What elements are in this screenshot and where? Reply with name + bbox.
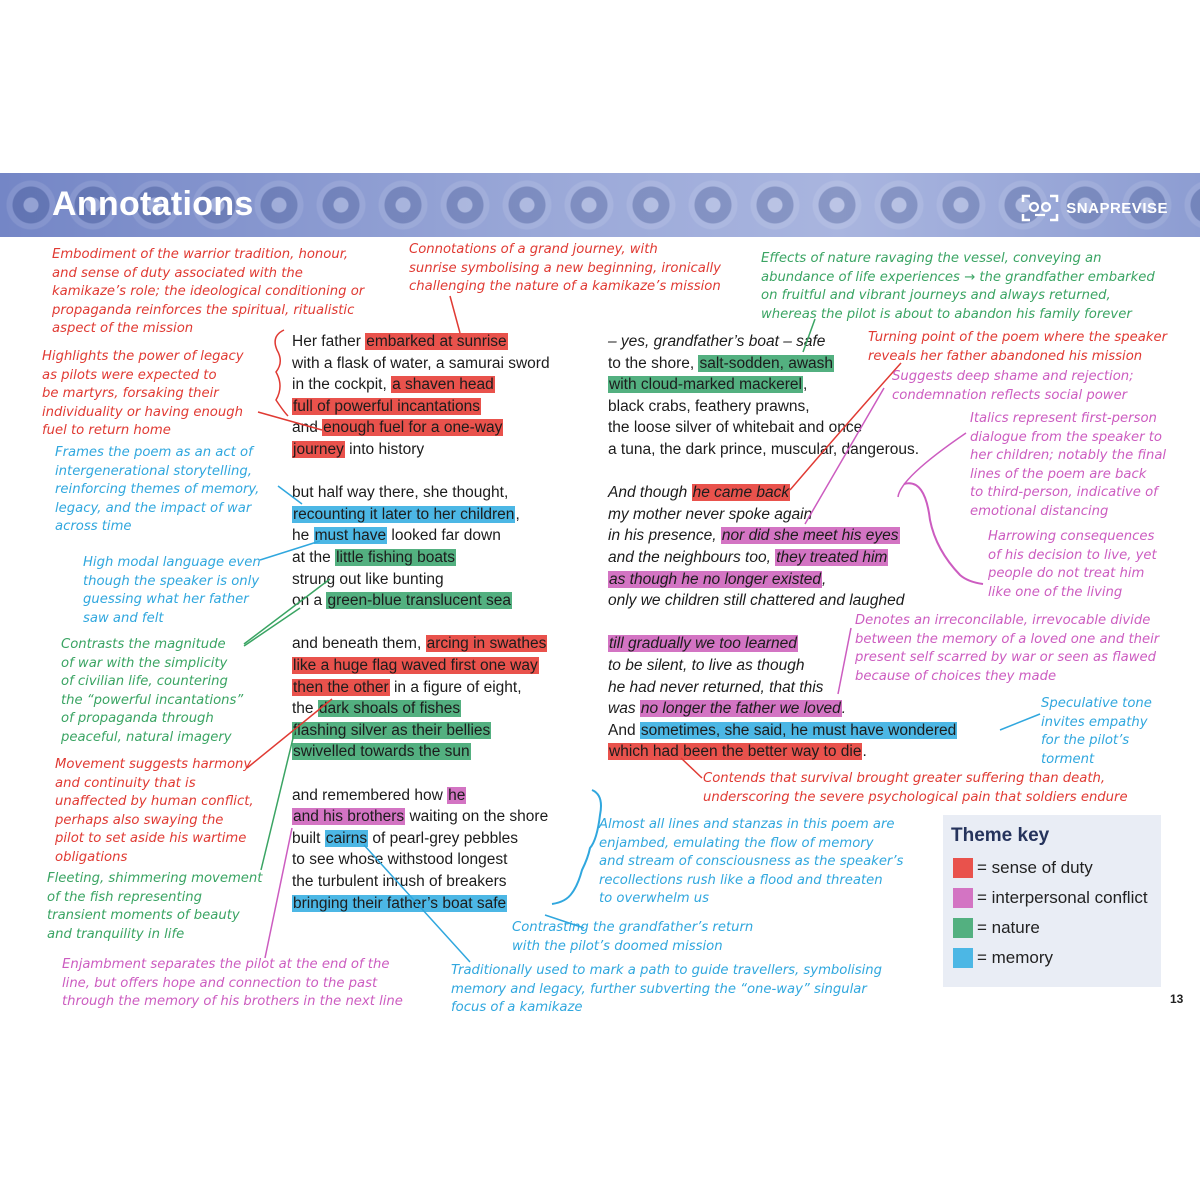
theme-key <box>943 815 1161 987</box>
annotation-line: enjambed, emulating the flow of memory <box>599 835 874 851</box>
poem-text: the turbulent inrush of breakers <box>292 873 507 890</box>
annotation-line: condemnation reflects social power <box>892 387 1128 403</box>
annotation-line: across time <box>55 519 132 535</box>
poem-text: the <box>292 700 318 718</box>
annotation-line: Suggests deep shame and rejection; <box>892 369 1134 384</box>
poem-text: to see whose withstood longest <box>292 851 508 869</box>
annotation-line: Effects of nature ravaging the vessel, conveying an <box>761 251 1102 266</box>
poem-text: Her father <box>292 333 366 350</box>
annotation-line: underscoring the severe psychological pain that soldiers endure <box>703 789 1128 805</box>
annotation-line: present self scarred by war or seen as flawed <box>855 650 1157 666</box>
poem-line <box>608 353 834 374</box>
highlight-memory: bringing their father’s boat safe <box>293 894 507 912</box>
theme-label: = nature <box>977 918 1040 937</box>
poem-line <box>292 396 481 417</box>
highlight-nature: little fishing boats <box>336 549 455 566</box>
poem-text: the loose silver of whitebait and once <box>608 419 863 437</box>
annotation-line: Fleeting, shimmering movement <box>47 871 263 886</box>
annotation-line: focus of a kamikaze <box>451 1000 583 1016</box>
annotation-line: Connotations of a grand journey, with <box>409 242 658 257</box>
poem-line <box>292 806 548 827</box>
brand-name: SNAPREVISE <box>1066 199 1168 217</box>
highlight-nature: flashing silver as their bellies <box>293 721 491 739</box>
highlight-conflict: no longer the father we loved <box>640 700 841 718</box>
poem-line <box>292 417 503 438</box>
poem-line <box>608 741 867 762</box>
highlight-memory: recounting it later to her children <box>293 505 515 523</box>
highlight-nature: green-blue translucent sea <box>327 592 512 610</box>
poem-line <box>292 525 501 546</box>
highlight-sense: then the other <box>293 678 389 696</box>
annotation-turning-point <box>868 329 1167 366</box>
annotation-line: lines of the poem are back <box>970 466 1147 482</box>
annotation-line: memory and legacy, further subverting the “one-way” singular <box>451 981 867 997</box>
poem-line <box>292 547 456 568</box>
annotation-line: challenging the nature of a kamikaze’s mission <box>409 279 721 295</box>
theme-swatch <box>953 888 973 908</box>
poem-line <box>292 785 466 806</box>
poem-text: he <box>292 527 314 545</box>
highlight-conflict: as though he no longer existed <box>609 570 821 588</box>
annotation-line: aspect of the mission <box>52 321 194 337</box>
annotation-line: though the speaker is only <box>83 573 260 589</box>
poem-line <box>608 417 862 438</box>
annotation-line: kamikaze’s role; the ideological conditioning or <box>52 284 365 300</box>
annotation-line: Turning point of the poem where the speaker <box>868 330 1168 345</box>
poem-line <box>608 396 810 417</box>
annotation-line: unaffected by human conflict, <box>55 794 254 810</box>
poem-text: . <box>841 700 847 718</box>
poem-line <box>292 353 550 374</box>
highlight-sense: embarked at sunrise <box>366 333 507 350</box>
annotation-speculative-tone <box>1041 695 1152 769</box>
annotation-movement <box>55 756 254 868</box>
annotation-line: transient moments of beauty <box>47 908 240 924</box>
poem-line <box>292 677 522 698</box>
annotation-line: propaganda reinforces the spiritual, ritualistic <box>52 302 355 318</box>
annotation-line: Highlights the power of legacy <box>42 349 244 364</box>
annotation-line: of war with the simplicity <box>61 655 228 671</box>
poem-text: – yes, grandfather’s boat – safe <box>608 333 826 350</box>
poem-line <box>608 590 904 611</box>
poem-line <box>608 439 919 460</box>
annotation-line: Harrowing consequences <box>988 529 1155 544</box>
poem-line <box>608 698 846 719</box>
poem-line <box>292 504 520 525</box>
theme-key-row <box>953 855 1093 881</box>
camera-frame-icon <box>1020 193 1060 223</box>
annotation-line: Movement suggests harmony <box>55 757 252 772</box>
annotation-line: line, but offers hope and connection to the past <box>62 975 378 991</box>
annotation-line: Almost all lines and stanzas in this poem are <box>599 817 895 832</box>
highlight-sense: full of powerful incantations <box>293 397 480 415</box>
poem-text: in a figure of eight, <box>389 678 522 696</box>
poem-line <box>292 828 518 849</box>
poem-line <box>292 633 547 654</box>
annotation-fleeting <box>47 870 262 944</box>
poem-line <box>292 893 507 914</box>
annotation-line: Traditionally used to mark a path to guide travellers, symbolising <box>451 963 882 978</box>
poem-text: in his presence, <box>608 527 721 545</box>
page-title: Annotations <box>52 185 254 223</box>
poem-text: a tuna, the dark prince, muscular, dangerous. <box>608 441 920 458</box>
annotation-line: on fruitful and vibrant journeys and always returned, <box>761 288 1111 304</box>
annotation-line: invites empathy <box>1041 714 1148 730</box>
annotation-line: with the pilot’s doomed mission <box>512 938 723 954</box>
poem-line <box>608 569 826 590</box>
annotation-cairns <box>451 962 882 1018</box>
poem-text: and remembered how <box>292 786 448 804</box>
theme-label: = memory <box>977 948 1054 967</box>
poem-text: he had never returned, that this <box>608 678 824 696</box>
annotation-line: recollections rush like a flood and threaten <box>599 872 883 888</box>
highlight-sense: a shaven head <box>392 376 494 394</box>
poem-line <box>292 569 444 590</box>
poem-text: in the cockpit, <box>292 376 392 394</box>
annotation-line: Embodiment of the warrior tradition, honour, <box>52 247 349 262</box>
annotation-line: reveals her father abandoned his mission <box>868 348 1143 364</box>
highlight-conflict: nor did she meet his eyes <box>721 527 899 545</box>
annotation-line: intergenerational storytelling, <box>55 463 252 479</box>
annotation-legacy <box>42 348 244 441</box>
highlight-conflict: till gradually we too learned <box>609 635 797 653</box>
annotation-line: torment <box>1041 751 1095 767</box>
poem-line <box>608 720 957 741</box>
poem-text: and beneath them, <box>292 635 426 653</box>
annotation-line: Contrasts the magnitude <box>61 637 226 652</box>
annotation-warrior-tradition <box>52 246 364 339</box>
annotation-line: her children; notably the final <box>970 448 1167 464</box>
poem-line <box>292 590 512 611</box>
annotation-harrowing <box>988 528 1157 602</box>
annotation-line: Speculative tone <box>1041 696 1152 711</box>
annotation-line: guessing what her father <box>83 592 249 608</box>
poem-text: at the <box>292 549 336 566</box>
poem-text: , <box>515 505 520 523</box>
poem-text: , <box>802 376 808 394</box>
annotation-line: Frames the poem as an act of <box>55 445 253 460</box>
annotation-line: Enjambment separates the pilot at the end of the <box>62 957 390 972</box>
annotation-line: abundance of life experiences → the grandfather embarked <box>761 269 1155 285</box>
annotation-line: people do not treat him <box>988 566 1145 582</box>
annotation-line: of his decision to live, yet <box>988 547 1157 563</box>
annotation-line: High modal language even <box>83 555 261 570</box>
poem-text: of pearl-grey pebbles <box>368 829 519 847</box>
poem-text: but half way there, she thought, <box>292 484 509 502</box>
poem-line <box>292 741 471 762</box>
annotation-modal-language <box>83 554 261 628</box>
poem-text: to be silent, to live as though <box>608 657 805 674</box>
poem-text: waiting on the shore <box>405 808 549 826</box>
annotation-line: sunrise symbolising a new beginning, ironically <box>409 260 721 276</box>
poem-line <box>292 720 491 741</box>
poem-text: strung out like bunting <box>292 570 444 588</box>
highlight-sense: which had been the better way to die <box>609 743 862 761</box>
annotation-line: for the pilot’s <box>1041 733 1130 749</box>
annotation-line: whereas the pilot is about to abandon his family forever <box>761 306 1132 322</box>
highlight-nature: with cloud-marked mackerel <box>609 376 802 394</box>
annotation-line: individuality or having enough <box>42 404 243 420</box>
highlight-conflict: he <box>448 786 466 804</box>
poem-text: and <box>292 419 323 437</box>
poem-text: And <box>608 721 640 739</box>
poem-text: black crabs, feathery prawns, <box>608 397 810 415</box>
theme-swatch <box>953 858 973 878</box>
annotation-line: fuel to return home <box>42 423 171 439</box>
poem-text: to the shore, <box>608 354 699 372</box>
highlight-memory: must have <box>314 527 387 545</box>
annotation-shame <box>892 368 1134 405</box>
annotation-line: Italics represent first-person <box>970 411 1157 426</box>
poem-line <box>292 871 507 892</box>
annotation-line: between the memory of a loved one and their <box>855 631 1160 647</box>
annotation-survival <box>703 770 1128 807</box>
poem-text: and the neighbours too, <box>608 549 776 566</box>
annotation-enjambment <box>62 956 403 1012</box>
annotation-line: and stream of consciousness as the speaker’s <box>599 854 904 870</box>
annotation-line: Contends that survival brought greater suffering than death, <box>703 771 1106 786</box>
theme-swatch <box>953 918 973 938</box>
poem-line <box>292 698 461 719</box>
poem-text: was <box>608 700 640 718</box>
poem-line <box>608 655 804 676</box>
annotation-storytelling <box>55 444 259 537</box>
annotation-grand-journey <box>409 241 721 297</box>
annotation-line: reinforcing themes of memory, <box>55 482 260 498</box>
highlight-nature: swivelled towards the sun <box>293 743 470 761</box>
highlight-conflict: they treated him <box>776 549 888 566</box>
highlight-sense: journey <box>293 441 344 458</box>
theme-key-title: Theme key <box>951 825 1050 846</box>
poem-line <box>608 331 825 352</box>
highlight-conflict: and his brothers <box>293 808 405 826</box>
annotation-line: as pilots were expected to <box>42 367 217 383</box>
annotation-line: emotional distancing <box>970 503 1109 519</box>
annotation-line: of propaganda through <box>61 711 214 727</box>
poem-line <box>292 849 507 870</box>
poem-text: And though <box>608 484 692 502</box>
annotation-line: to third-person, indicative of <box>970 485 1158 501</box>
theme-label: = interpersonal conflict <box>977 888 1148 907</box>
theme-key-row <box>953 915 1040 941</box>
annotation-line: Denotes an irreconcilable, irrevocable divide <box>855 613 1151 628</box>
annotation-line: and tranquility in life <box>47 926 185 942</box>
annotation-divide <box>855 612 1159 686</box>
poem-text: , <box>822 570 827 588</box>
highlight-sense: he came back <box>692 484 790 502</box>
highlight-memory: sometimes, she said, he must have wondered <box>640 721 957 739</box>
annotation-line: of civilian life, countering <box>61 674 228 690</box>
annotation-contrasting-return <box>512 919 753 956</box>
poem-line <box>608 504 812 525</box>
poem-line <box>292 374 495 395</box>
poem-line <box>608 374 807 395</box>
theme-key-row <box>953 945 1053 971</box>
highlight-nature: salt-sodden, awash <box>699 354 834 372</box>
theme-key-row <box>953 885 1148 911</box>
annotation-line: saw and felt <box>83 610 164 626</box>
annotation-enjambed <box>599 816 903 909</box>
annotation-line: the “powerful incantations” <box>61 692 244 708</box>
poem-line <box>608 547 888 568</box>
annotation-line: perhaps also swaying the <box>55 812 224 828</box>
poem-text: with a flask of water, a samurai sword <box>292 354 550 372</box>
poem-text: built <box>292 829 325 847</box>
annotation-line: because of choices they made <box>855 668 1057 684</box>
poem-text: into history <box>344 441 425 458</box>
poem-text: looked far down <box>387 527 501 545</box>
poem-text: only we children still chattered and laughed <box>608 592 905 610</box>
annotation-line: obligations <box>55 849 128 865</box>
annotation-line: like one of the living <box>988 584 1123 600</box>
theme-swatch <box>953 948 973 968</box>
annotation-line: legacy, and the impact of war <box>55 500 252 516</box>
theme-label: = sense of duty <box>977 858 1093 877</box>
annotation-line: to overwhelm us <box>599 891 710 907</box>
page-number: 13 <box>1170 992 1184 1006</box>
highlight-sense: like a huge flag waved first one way <box>293 657 538 674</box>
poem-line <box>608 633 798 654</box>
brand-logo[interactable] <box>1020 193 1168 223</box>
annotation-line: pilot to set aside his wartime <box>55 831 247 847</box>
highlight-sense: arcing in swathes <box>426 635 547 653</box>
poem-text: . <box>862 743 867 761</box>
annotation-italics <box>970 410 1166 522</box>
poem-line <box>292 655 539 676</box>
header-banner <box>0 173 1200 237</box>
poem-line <box>608 677 823 698</box>
annotation-line: through the memory of his brothers in the next line <box>62 994 403 1010</box>
annotation-line: dialogue from the speaker to <box>970 429 1162 445</box>
highlight-memory: cairns <box>325 829 368 847</box>
annotation-line: Contrasting the grandfather’s return <box>512 920 754 935</box>
highlight-sense: enough fuel for a one-way <box>323 419 503 437</box>
poem-text: my mother never spoke again <box>608 505 813 523</box>
annotation-line: be martyrs, forsaking their <box>42 386 219 402</box>
poem-text: on a <box>292 592 327 610</box>
poem-line <box>292 439 424 460</box>
highlight-nature: dark shoals of fishes <box>318 700 461 718</box>
poem-line <box>608 482 790 503</box>
annotation-line: and sense of duty associated with the <box>52 265 303 281</box>
annotation-line: and continuity that is <box>55 775 196 791</box>
annotation-nature-ravaging <box>761 250 1155 324</box>
annotation-contrasts <box>61 636 243 748</box>
poem-line <box>292 482 508 503</box>
annotation-line: peaceful, natural imagery <box>61 729 232 745</box>
poem-line <box>608 525 900 546</box>
annotation-line: of the fish representing <box>47 889 203 905</box>
